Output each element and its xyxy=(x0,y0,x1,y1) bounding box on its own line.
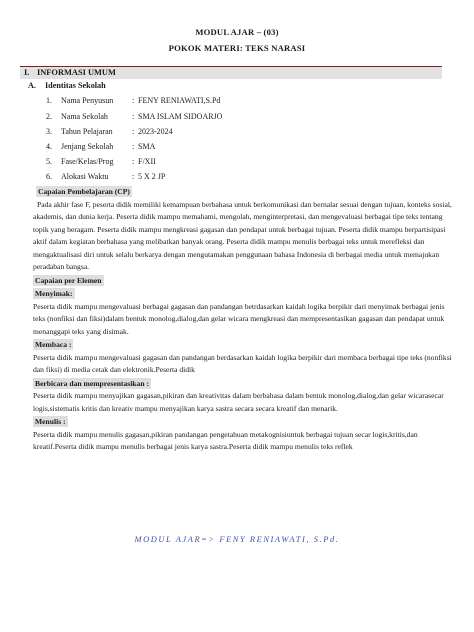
element-text-menyimak: Peserta didik mampu mengevaluasi berbagai gagasan dan pandangan betrdasarkan kaidah logika berpikir dari menyimak berbagai jenis teks (nonfiksi dan fiksi)dalam bentuk monolog,dialog,dan gelar wicara mengkreasi dan mempresentasikan gagasan dan pendapat untuk menanggapi teks yang disimak. xyxy=(33,301,445,336)
identity-value: F/XII xyxy=(138,157,156,166)
section-heading-bar xyxy=(20,66,442,79)
identity-value: 5 X 2 JP xyxy=(138,172,166,181)
element-title-menyimak: Menyimak: xyxy=(35,289,73,298)
identity-value: FENY RENIAWATI,S.Pd xyxy=(138,96,221,105)
identity-colon: : xyxy=(132,142,135,151)
subsection-letter: A. xyxy=(28,81,36,90)
identity-label: Alokasi Waktu xyxy=(61,172,109,181)
element-title-membaca: Membaca : xyxy=(35,340,72,349)
identity-value: SMA xyxy=(138,142,156,151)
learning-content xyxy=(33,186,457,454)
identity-colon: : xyxy=(132,127,135,136)
identity-label: Nama Sekolah xyxy=(61,112,108,121)
identity-value: 2023-2024 xyxy=(138,127,173,136)
identity-number: 5. xyxy=(46,157,52,166)
section-title: INFORMASI UMUM xyxy=(37,68,116,77)
identity-number: 6. xyxy=(46,172,52,181)
element-title-menulis: Menulis : xyxy=(35,417,66,426)
element-text-menulis: Peserta didik mampu menulis gagasan,pikiran pandangan pengetahuan metakognisiuntuk berbagai tujuan secar logis,kritis,dan kreatif.Peserta didik mampu menulis berbagai jenis karya sastra.Peserta didik mampu menulis teks reflek xyxy=(33,429,418,451)
identity-colon: : xyxy=(132,157,135,166)
identity-colon: : xyxy=(132,112,135,121)
element-text-berbicara: Peserta didik mampu menyajikan gagasan,pikiran dan kreativitas dalam berbahasa dalam bentuk monolog,dialog,dan gelar wicarasecar logis,sistematis kritis dan kreativ mampu menyajikan karya sastra secara secara kreatif dan menarik. xyxy=(33,391,444,413)
cp-heading: Capaian Pembelajaran (CP) xyxy=(38,187,130,196)
identity-number: 3. xyxy=(46,127,52,136)
identity-label: Tahun Pelajaran xyxy=(61,127,113,136)
identity-label: Fase/Kelas/Prog xyxy=(61,157,114,166)
elements-heading: Capaian per Elemen xyxy=(35,275,102,285)
cp-text: Pada akhir fase F, peserta didik memiliki kemampuan berbahasa untuk berkomunikasi dan bernalar sesuai dengan tujuan, konteks sosial, akademis, dan dunia kerja. Peserta didik mampu memahami, mengolah, menginterpretasi, dan mengevaluasi berbagai tipe teks tentang topik yang beragam. Peserta didik mampu mengkreasi gagasan dan pendapat untuk berbagai tujuan. Peserta didik mampu berpartisipasi aktif dalam kegiatan berbahasa yang melibatkan banyak orang. Peserta didik mampu menulis berbagai teks untuk merefleksi dan mengaktualisasi diri untuk selalu berkarya dengan mengutamakan penggunaan bahasa Indonesia di berbagai media untuk memajukan peradaban bangsa. xyxy=(33,199,452,271)
identity-number: 4. xyxy=(46,142,52,151)
footer-signature: MODUL AJAR=> FENY RENIAWATI, S.Pd. xyxy=(134,535,340,544)
document-title: MODUL AJAR – (03) xyxy=(195,27,279,37)
identity-number: 2. xyxy=(46,112,52,121)
element-title-berbicara: Berbicara dan mempresentasikan : xyxy=(35,378,149,388)
identity-value: SMA ISLAM SIDOARJO xyxy=(138,112,223,121)
identity-colon: : xyxy=(132,96,135,105)
section-number: I. xyxy=(24,68,30,77)
element-text-membaca: Peserta didik mampu mengevaluasi gagasan dan pandangan berdasarkan kaidah logika berpikir dari membaca berbagai tipe teks (nonfiksi dan fiksi) di media cetak dan elektronik.Peserta didik xyxy=(33,352,452,374)
identity-label: Nama Penyusun xyxy=(61,96,114,105)
document-subtitle: POKOK MATERI: TEKS NARASI xyxy=(168,43,306,53)
identity-number: 1. xyxy=(46,96,52,105)
subsection-title: Identitas Sekolah xyxy=(44,81,106,90)
identity-colon: : xyxy=(132,172,135,181)
subsection-heading xyxy=(28,81,106,90)
identity-label: Jenjang Sekolah xyxy=(61,142,114,151)
